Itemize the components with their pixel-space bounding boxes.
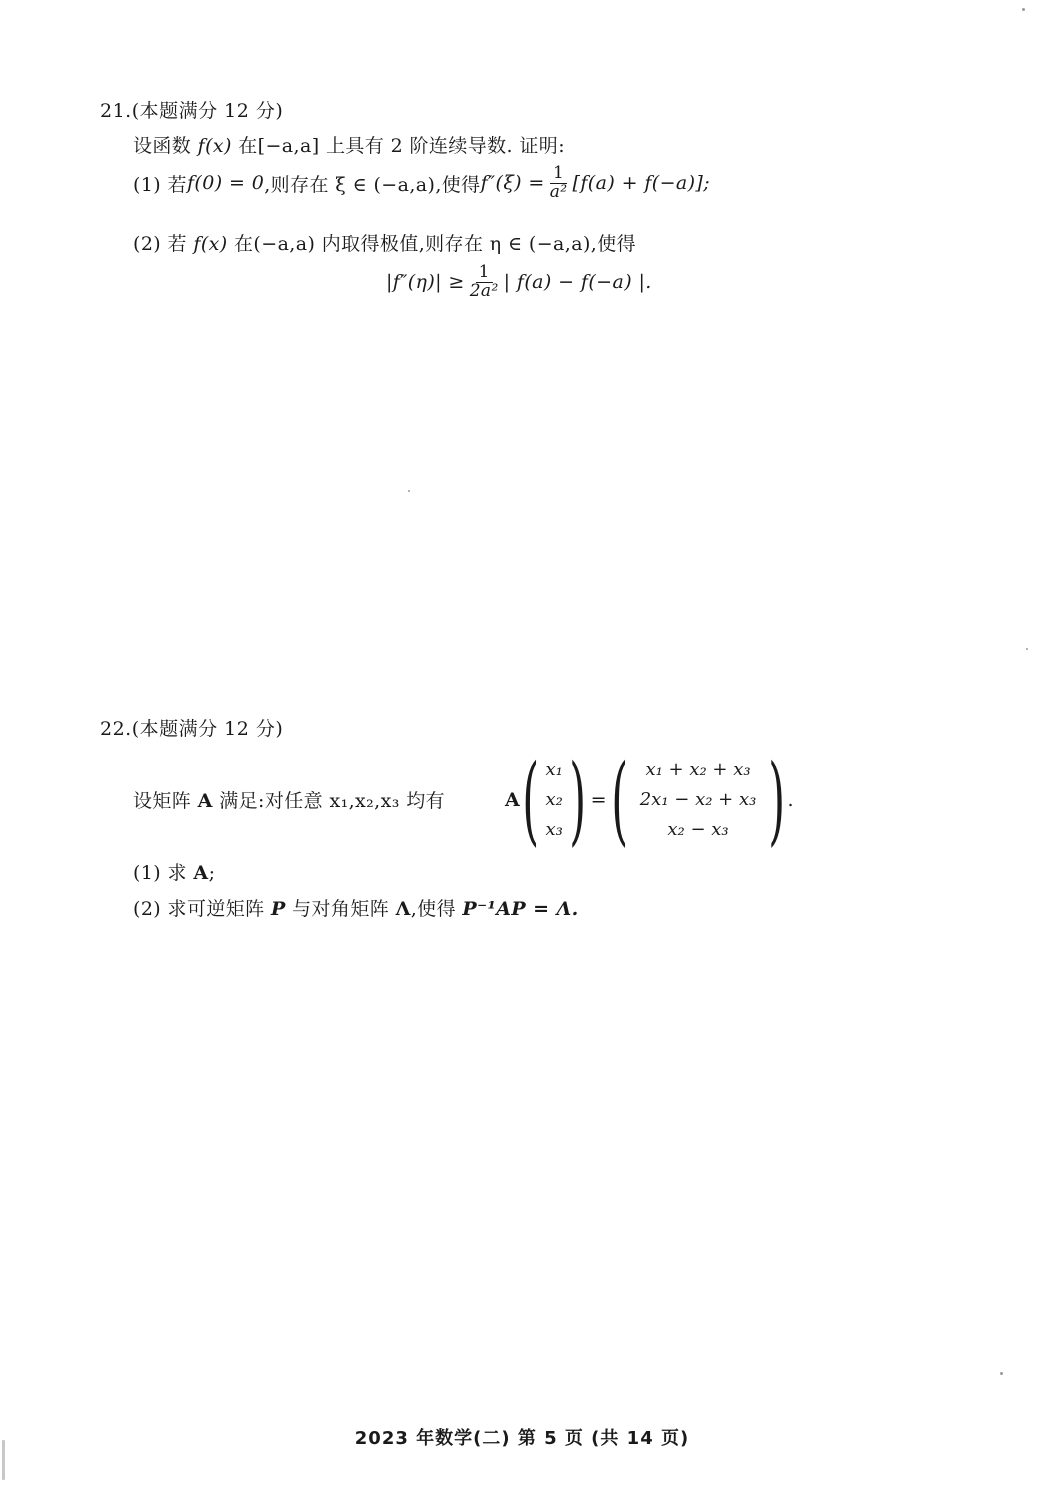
q22-part2-lambda: Λ [395,898,411,920]
q21-part1 [133,165,710,202]
q22-part2 [133,894,579,921]
scan-speck [1026,648,1028,650]
q22-part1-pre: (1) 求 [133,862,194,884]
q21-intro [133,131,565,158]
left-paren-icon: ( [522,744,539,856]
q21-header: 21.(本题满分 12 分) [100,100,284,122]
q22-matrix-equation [505,744,794,856]
q22-vector-left [539,756,569,844]
q21-part1-frac-num: 1 [550,165,567,184]
q22-vec-left-1: x₁ [545,759,563,780]
q22-part2-mid2: ,使得 [410,898,463,920]
q21-intro-fx: f(x) [197,135,232,157]
q21-part2-fraction [467,264,502,301]
scan-speck [408,490,410,492]
q21-intro-pre: 设函数 [133,135,198,157]
q22-part2-eq: P⁻¹AP = Λ. [462,898,579,920]
q22-intro-pre: 设矩阵 [133,790,198,812]
q22-vec-right-1: x₁ + x₂ + x₃ [645,759,751,780]
q22-vector-right [628,756,768,844]
q21-part1-mid: ,则存在 ξ ∈ (−a,a),使得 [264,173,481,196]
q21-part2-frac-num: 1 [476,264,493,283]
q21-part1-rhs: [f(a) + f(−a)]; [572,172,711,195]
q21-part2-pre: (2) 若 [133,233,194,255]
scan-speck [1000,1372,1003,1375]
q21-part2-mid: 在(−a,a) 内取得极值,则存在 η ∈ (−a,a),使得 [227,233,636,255]
q21-part2-fx: f(x) [193,233,228,255]
q22-vec-left-3: x₃ [545,819,563,840]
q22-intro-mid: 满足:对任意 x₁,x₂,x₃ 均有 [212,790,445,812]
q22-part1 [133,858,215,885]
q22-vec-left-2: x₂ [545,789,563,810]
left-paren-icon: ( [610,744,628,856]
q22-part1-end: ; [208,862,216,884]
q21-part2-lhs: |f″(η)| ≥ [386,271,465,294]
q21-part1-cond: f(0) = 0 [186,172,265,195]
q21-part2-frac-den: 2a² [469,280,499,301]
right-paren-icon: ) [768,744,786,856]
right-paren-icon: ) [569,744,587,856]
page-footer: 2023 年数学(二) 第 5 页 (共 14 页) [354,1428,690,1449]
q22-vec-right-2: 2x₁ − x₂ + x₃ [639,789,757,810]
q22-part2-pre: (2) 求可逆矩阵 [133,898,271,920]
scan-edge-mark [2,1440,5,1480]
q21-part1-frac-den: a² [549,181,568,202]
q22-intro-matrix-a: A [197,790,213,812]
q21-part1-pre: (1) 若 [133,173,187,196]
q22-part2-p: P [271,898,286,920]
q22-equals: = [590,789,607,811]
q22-part2-mid: 与对角矩阵 [285,898,396,920]
q21-part1-lhs: f″(ξ) = [480,172,545,195]
q22-intro [133,786,445,813]
q22-part1-a: A [193,862,209,884]
scan-speck [1022,8,1025,11]
q22-end-period: . [787,789,794,811]
q21-part1-fraction [547,165,571,202]
q21-part2-rhs: | f(a) − f(−a) |. [503,271,652,294]
q21-part2-formula [386,264,652,301]
q21-part2 [133,229,636,256]
q22-header: 22.(本题满分 12 分) [100,718,284,740]
q22-matrix-a: A [505,789,520,811]
q21-intro-mid: 在[−a,a] 上具有 2 阶连续导数. 证明: [231,135,565,157]
q22-vec-right-3: x₂ − x₃ [667,819,729,840]
